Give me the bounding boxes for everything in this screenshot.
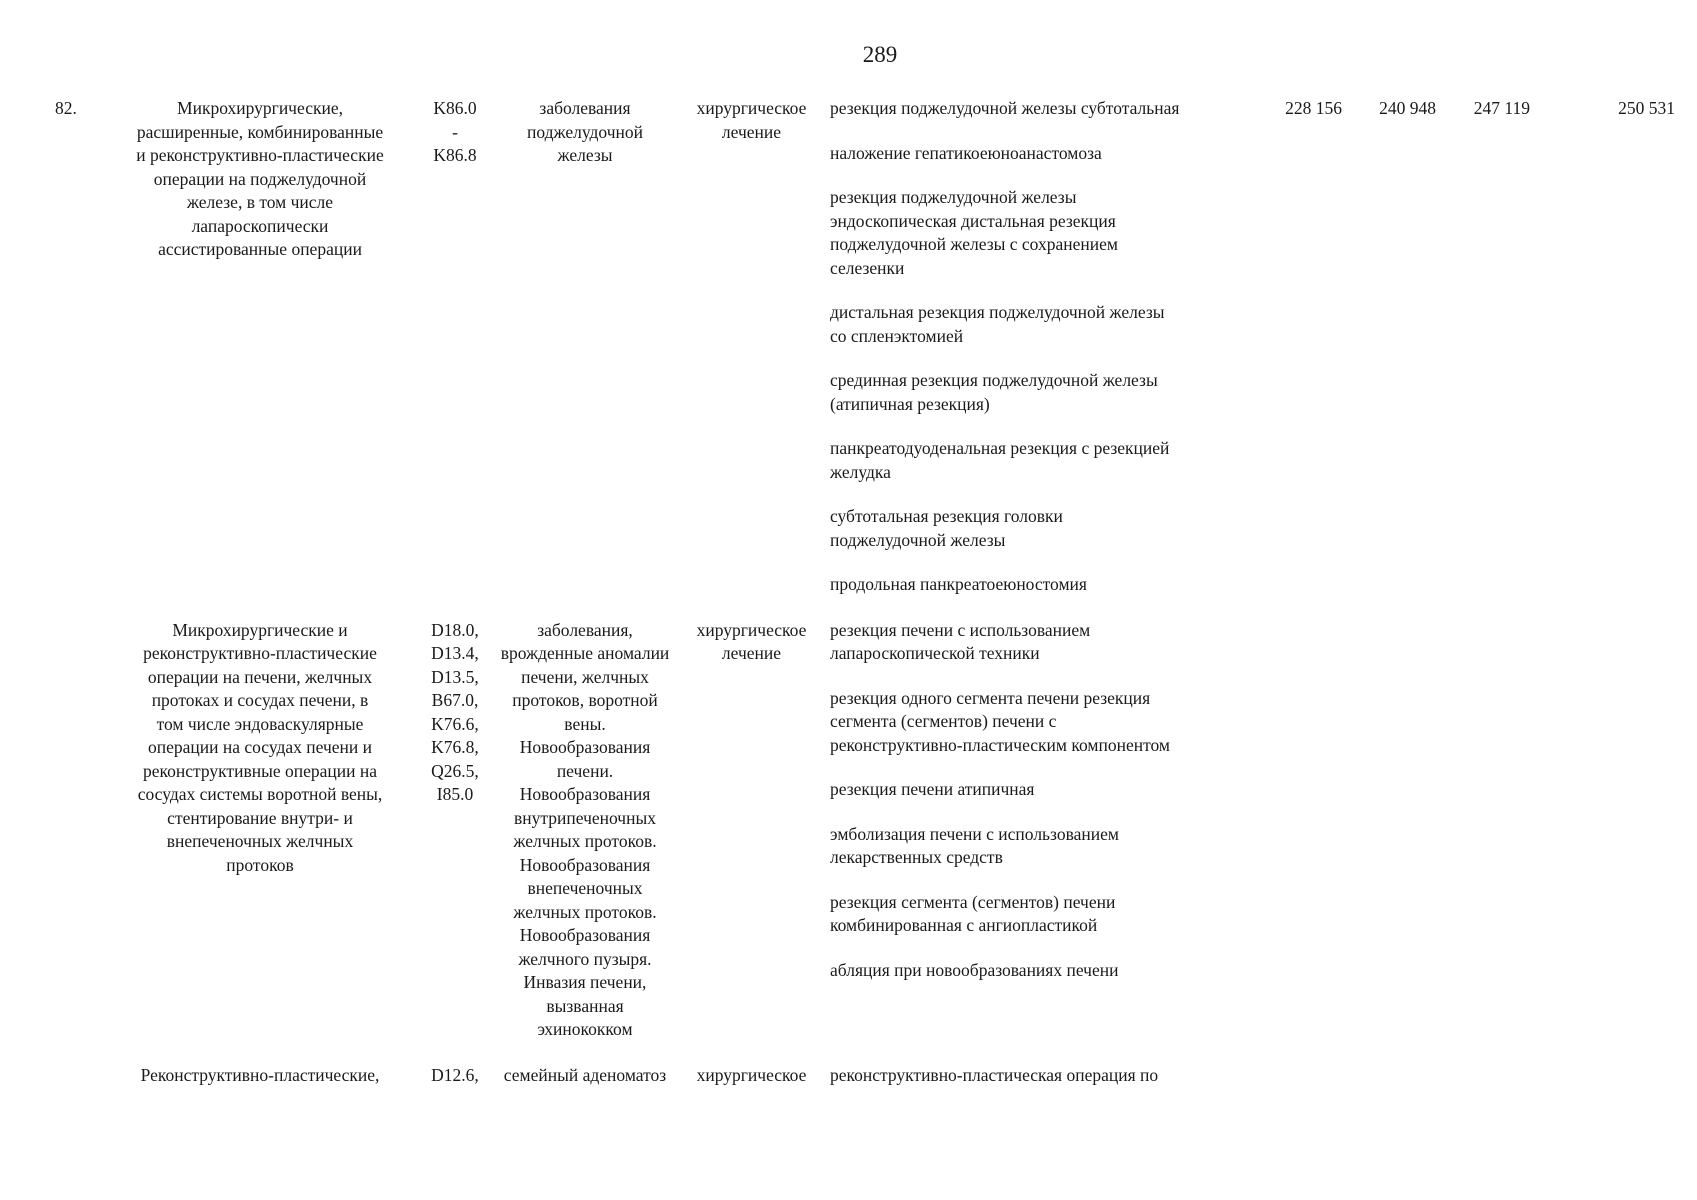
- procedure-name-line: и реконструктивно-пластические: [136, 145, 384, 165]
- procedure-name-line: реконструктивные операции на: [143, 760, 377, 781]
- icd-code: B67.0,: [431, 690, 479, 710]
- disease-line: внепеченочных: [527, 878, 643, 898]
- treatment-line: хирургическое: [696, 1064, 807, 1085]
- procedure-name-line: стентирование внутри- и: [167, 807, 353, 828]
- icd-code: -: [452, 121, 458, 142]
- procedure-name-line: том числе эндоваскулярные: [156, 713, 364, 734]
- procedure-name: [105, 97, 421, 597]
- treatment-methods: [822, 619, 1248, 1042]
- cost-value-text: 250 531: [1618, 98, 1675, 118]
- disease-line: заболевания: [539, 98, 631, 118]
- procedure-name-line: реконструктивно-пластические: [143, 643, 377, 663]
- treatment-line: лечение: [721, 643, 782, 663]
- cost-value-text: 240 948: [1379, 98, 1436, 118]
- method-item: [830, 97, 1248, 121]
- method-line: селезенки: [830, 257, 905, 278]
- method-item: [830, 687, 1248, 758]
- procedure-name-line: внепеченочных желчных: [166, 831, 354, 851]
- row-spacer: [55, 597, 1675, 619]
- procedure-name-line: протоков: [226, 854, 294, 875]
- method-item: [830, 823, 1248, 870]
- icd-codes: [421, 1064, 489, 1088]
- method-item: [830, 959, 1248, 983]
- icd-code: Q26.5,: [431, 760, 479, 781]
- method-line: резекция сегмента (сегментов) печени: [830, 891, 1116, 912]
- row-number: [55, 1064, 105, 1088]
- method-item: [830, 891, 1248, 938]
- row-spacer: [55, 1042, 1675, 1064]
- method-item: [830, 301, 1248, 348]
- cost-value: [1530, 619, 1675, 1042]
- method-line: желудка: [830, 461, 891, 482]
- method-item: [830, 573, 1248, 597]
- cost-value: [1436, 619, 1530, 1042]
- method-item: [830, 505, 1248, 552]
- icd-codes: [421, 619, 489, 1042]
- icd-codes: [421, 97, 489, 597]
- table-row: [55, 1064, 1675, 1088]
- row-number-text: 82.: [55, 98, 77, 118]
- icd-code: K86.8: [433, 145, 477, 165]
- disease-model: [489, 97, 681, 597]
- cost-value: [1248, 1064, 1342, 1088]
- procedure-name-line: ассистированные операции: [158, 239, 362, 259]
- procedure-name-line: Микрохирургические,: [177, 98, 343, 118]
- disease-line: Новообразования: [519, 784, 651, 804]
- treatment-line: лечение: [721, 121, 782, 142]
- disease-line: Инвазия печени,: [523, 972, 647, 992]
- method-line: резекция поджелудочной железы: [830, 187, 1077, 207]
- procedure-name-line: Реконструктивно-пластические,: [140, 1064, 380, 1085]
- cost-value: [1248, 97, 1342, 597]
- method-line: эндоскопическая дистальная резекция: [830, 210, 1116, 231]
- procedure-name-line: Микрохирургические и: [172, 619, 348, 640]
- method-line: продольная панкреатоеюностомия: [830, 574, 1087, 594]
- method-line: поджелудочной железы с сохранением: [830, 234, 1118, 254]
- cost-value: [1530, 97, 1675, 597]
- procedure-name-line: операции на сосудах печени и: [147, 737, 373, 757]
- method-line: субтотальная резекция головки: [830, 506, 1063, 526]
- disease-line: вены.: [564, 713, 606, 734]
- method-item: [830, 369, 1248, 416]
- method-item: [830, 437, 1248, 484]
- treatment-type: [681, 1064, 822, 1088]
- icd-code: D13.4,: [431, 643, 479, 663]
- method-line: (атипичная резекция): [830, 393, 990, 414]
- method-line: резекция одного сегмента печени резекция: [830, 687, 1151, 708]
- procedure-name-line: протоках и сосудах печени, в: [151, 690, 369, 710]
- treatment-type: [681, 97, 822, 597]
- disease-line: заболевания,: [537, 619, 633, 640]
- disease-line: Новообразования: [519, 854, 651, 875]
- procedure-name-line: операции на печени, желчных: [147, 666, 373, 687]
- disease-line: эхинококком: [537, 1019, 633, 1039]
- disease-line: железы: [557, 145, 613, 165]
- method-line: резекция поджелудочной железы субтотальная: [830, 98, 1180, 118]
- treatment-line: хирургическое: [696, 98, 807, 118]
- method-line: сегмента (сегментов) печени с: [830, 711, 1057, 731]
- treatment-type: [681, 619, 822, 1042]
- procedure-name-line: операции на поджелудочной: [153, 168, 367, 189]
- disease-line: печени, желчных: [521, 666, 649, 687]
- procedure-name-line: расширенные, комбинированные: [136, 121, 384, 142]
- disease-model: [489, 1064, 681, 1088]
- method-item: [830, 1064, 1248, 1088]
- icd-code: I85.0: [436, 784, 474, 804]
- icd-code: K76.8,: [431, 737, 479, 757]
- method-line: наложение гепатикоеюноанастомоза: [830, 142, 1102, 163]
- disease-line: внутрипеченочных: [514, 807, 656, 828]
- disease-line: желчных протоков.: [513, 831, 657, 851]
- procedure-name-line: лапароскопически: [191, 215, 329, 236]
- cost-value: [1530, 1064, 1675, 1088]
- cost-value-text: 247 119: [1473, 98, 1530, 118]
- procedure-name-line: сосудах системы воротной вены,: [137, 784, 383, 804]
- disease-line: врожденные аномалии: [500, 643, 670, 663]
- cost-value: [1342, 619, 1436, 1042]
- treatment-line: хирургическое: [696, 619, 807, 640]
- method-item: [830, 778, 1248, 802]
- method-line: панкреатодуоденальная резекция с резекцией: [830, 438, 1170, 458]
- procedure-name-line: железе, в том числе: [186, 192, 334, 212]
- treatment-methods: [822, 97, 1248, 597]
- cost-value: [1436, 97, 1530, 597]
- disease-line: желчных протоков.: [513, 901, 657, 922]
- procedure-name: [105, 1064, 421, 1088]
- table-row: [55, 97, 1675, 597]
- method-line: лекарственных средств: [830, 847, 1003, 867]
- method-item: [830, 142, 1248, 166]
- disease-line: печени.: [556, 760, 614, 781]
- disease-line: Новообразования: [519, 925, 651, 945]
- disease-model: [489, 619, 681, 1042]
- method-line: дистальная резекция поджелудочной железы: [830, 302, 1165, 322]
- method-line: срединная резекция поджелудочной железы: [830, 370, 1158, 390]
- icd-code: D13.5,: [431, 666, 479, 687]
- method-item: [830, 619, 1248, 666]
- cost-value-text: 228 156: [1285, 98, 1342, 118]
- page-number: 289: [862, 42, 898, 67]
- method-line: реконструктивно-пластическая операция по: [830, 1064, 1159, 1085]
- icd-code: K86.0: [433, 98, 477, 118]
- cost-value: [1436, 1064, 1530, 1088]
- icd-code: D12.6,: [431, 1064, 479, 1085]
- treatment-methods: [822, 1064, 1248, 1088]
- method-line: комбинированная с ангиопластикой: [830, 915, 1098, 935]
- disease-line: Новообразования: [519, 737, 651, 757]
- method-line: реконструктивно-пластическим компонентом: [830, 734, 1170, 755]
- cost-value: [1248, 619, 1342, 1042]
- method-line: лапароскопической техники: [830, 643, 1040, 663]
- disease-line: вызванная: [546, 995, 624, 1016]
- table-row: [55, 619, 1675, 1042]
- method-line: абляция при новообразованиях печени: [830, 959, 1119, 980]
- icd-code: D18.0,: [431, 619, 479, 640]
- icd-code: K76.6,: [431, 713, 479, 734]
- row-number: [55, 97, 105, 597]
- method-item: [830, 186, 1248, 280]
- disease-line: желчного пузыря.: [518, 948, 652, 969]
- disease-line: семейный аденоматоз: [503, 1064, 667, 1085]
- disease-line: поджелудочной: [526, 121, 643, 142]
- cost-value: [1342, 1064, 1436, 1088]
- method-line: эмболизация печени с использованием: [830, 823, 1119, 844]
- method-line: поджелудочной железы: [830, 529, 1006, 550]
- method-line: резекция печени атипичная: [830, 779, 1035, 799]
- method-line: со спленэктомией: [830, 325, 964, 346]
- cost-value: [1342, 97, 1436, 597]
- procedure-name: [105, 619, 421, 1042]
- procedures-table: [55, 97, 1675, 1087]
- method-line: резекция печени с использованием: [830, 619, 1091, 640]
- row-number: [55, 619, 105, 1042]
- disease-line: протоков, воротной: [512, 690, 658, 710]
